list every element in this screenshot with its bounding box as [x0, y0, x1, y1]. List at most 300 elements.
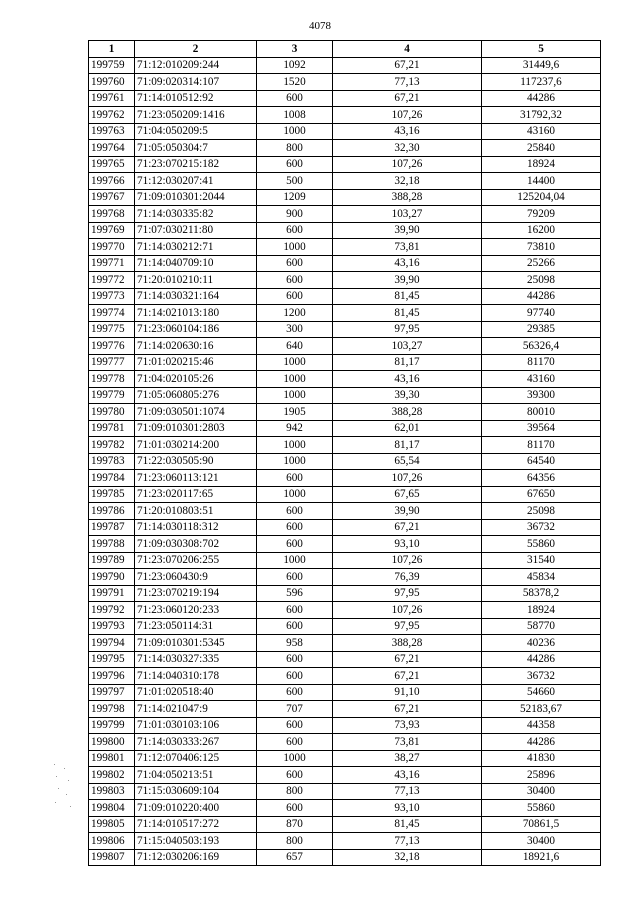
- cell-rate: 43,16: [333, 371, 482, 388]
- cell-id: 199794: [89, 635, 135, 652]
- cell-cadastral-number: 71:14:030321:164: [135, 288, 257, 305]
- cell-area: 1092: [257, 57, 333, 74]
- cell-cadastral-number: 71:09:030501:1074: [135, 404, 257, 421]
- cell-cadastral-number: 71:14:021047:9: [135, 701, 257, 718]
- cell-id: 199776: [89, 338, 135, 355]
- table-row: [89, 74, 601, 91]
- cell-rate: 81,17: [333, 437, 482, 454]
- cell-rate: 103,27: [333, 338, 482, 355]
- cell-rate: 43,16: [333, 767, 482, 784]
- cell-cadastral-number: 71:01:020215:46: [135, 354, 257, 371]
- cell-cadastral-number: 71:09:020314:107: [135, 74, 257, 91]
- table-row: [89, 552, 601, 569]
- cell-cadastral-number: 71:23:070219:194: [135, 585, 257, 602]
- cell-area: 1000: [257, 486, 333, 503]
- cell-area: 1905: [257, 404, 333, 421]
- cell-cadastral-number: 71:09:010220:400: [135, 800, 257, 817]
- cell-id: 199772: [89, 272, 135, 289]
- cell-cadastral-number: 71:12:030206:169: [135, 849, 257, 866]
- cell-id: 199782: [89, 437, 135, 454]
- table-row: [89, 783, 601, 800]
- cell-rate: 93,10: [333, 800, 482, 817]
- cell-id: 199792: [89, 602, 135, 619]
- cell-value: 125204,04: [482, 189, 601, 206]
- cell-id: 199787: [89, 519, 135, 536]
- cell-id: 199767: [89, 189, 135, 206]
- cell-value: 41830: [482, 750, 601, 767]
- cell-area: 600: [257, 800, 333, 817]
- cell-id: 199805: [89, 816, 135, 833]
- cell-cadastral-number: 71:14:030212:71: [135, 239, 257, 256]
- cell-cadastral-number: 71:05:060805:276: [135, 387, 257, 404]
- cell-cadastral-number: 71:23:060104:186: [135, 321, 257, 338]
- cell-rate: 97,95: [333, 585, 482, 602]
- cell-area: 1000: [257, 437, 333, 454]
- cell-id: 199803: [89, 783, 135, 800]
- cell-value: 55860: [482, 536, 601, 553]
- cell-id: 199759: [89, 57, 135, 74]
- cell-value: 31540: [482, 552, 601, 569]
- cell-rate: 39,90: [333, 222, 482, 239]
- cell-id: 199795: [89, 651, 135, 668]
- cell-cadastral-number: 71:09:010301:2803: [135, 420, 257, 437]
- cell-value: 44286: [482, 90, 601, 107]
- cell-value: 79209: [482, 206, 601, 223]
- cell-cadastral-number: 71:14:040709:10: [135, 255, 257, 272]
- cell-area: 640: [257, 338, 333, 355]
- column-header-1: 1: [89, 41, 135, 58]
- cell-cadastral-number: 71:14:010517:272: [135, 816, 257, 833]
- cell-rate: 67,65: [333, 486, 482, 503]
- cell-id: 199801: [89, 750, 135, 767]
- cell-value: 43160: [482, 123, 601, 140]
- table-row: [89, 222, 601, 239]
- cell-area: 600: [257, 717, 333, 734]
- cell-rate: 388,28: [333, 189, 482, 206]
- table-row: [89, 800, 601, 817]
- cell-value: 44358: [482, 717, 601, 734]
- cell-area: 600: [257, 684, 333, 701]
- cell-id: 199791: [89, 585, 135, 602]
- table-row: [89, 57, 601, 74]
- cell-rate: 81,45: [333, 305, 482, 322]
- cell-rate: 73,81: [333, 239, 482, 256]
- cell-rate: 91,10: [333, 684, 482, 701]
- cell-area: 600: [257, 519, 333, 536]
- cell-cadastral-number: 71:23:060430:9: [135, 569, 257, 586]
- cell-id: 199796: [89, 668, 135, 685]
- cell-value: 31792,32: [482, 107, 601, 124]
- cell-value: 81170: [482, 354, 601, 371]
- cell-area: 942: [257, 420, 333, 437]
- cell-cadastral-number: 71:04:050209:5: [135, 123, 257, 140]
- table-row: [89, 173, 601, 190]
- cell-id: 199790: [89, 569, 135, 586]
- cell-id: 199773: [89, 288, 135, 305]
- cell-cadastral-number: 71:05:050304:7: [135, 140, 257, 157]
- table-row: [89, 833, 601, 850]
- cell-value: 14400: [482, 173, 601, 190]
- table-row: [89, 734, 601, 751]
- cell-rate: 77,13: [333, 833, 482, 850]
- cell-value: 18921,6: [482, 849, 601, 866]
- cell-area: 1000: [257, 123, 333, 140]
- cell-area: 600: [257, 602, 333, 619]
- cell-rate: 97,95: [333, 618, 482, 635]
- cell-area: 800: [257, 833, 333, 850]
- cell-value: 30400: [482, 833, 601, 850]
- table-row: [89, 602, 601, 619]
- cell-value: 44286: [482, 288, 601, 305]
- cell-value: 18924: [482, 602, 601, 619]
- cell-area: 1000: [257, 387, 333, 404]
- cell-rate: 388,28: [333, 635, 482, 652]
- cell-cadastral-number: 71:01:030103:106: [135, 717, 257, 734]
- cell-id: 199783: [89, 453, 135, 470]
- cell-rate: 65,54: [333, 453, 482, 470]
- table-row: [89, 123, 601, 140]
- cell-value: 54660: [482, 684, 601, 701]
- cell-area: 870: [257, 816, 333, 833]
- cell-area: 600: [257, 272, 333, 289]
- table-row: [89, 635, 601, 652]
- cell-id: 199786: [89, 503, 135, 520]
- table-row: [89, 354, 601, 371]
- cell-cadastral-number: 71:09:030308:702: [135, 536, 257, 553]
- cell-id: 199802: [89, 767, 135, 784]
- cell-value: 81170: [482, 437, 601, 454]
- cell-id: 199799: [89, 717, 135, 734]
- cell-value: 44286: [482, 734, 601, 751]
- cell-area: 600: [257, 767, 333, 784]
- cell-id: 199789: [89, 552, 135, 569]
- column-header-4: 4: [333, 41, 482, 58]
- cell-cadastral-number: 71:14:030118:312: [135, 519, 257, 536]
- cell-area: 600: [257, 668, 333, 685]
- cell-cadastral-number: 71:12:010209:244: [135, 57, 257, 74]
- cell-rate: 43,16: [333, 255, 482, 272]
- cell-value: 73810: [482, 239, 601, 256]
- cell-id: 199761: [89, 90, 135, 107]
- table-row: [89, 717, 601, 734]
- cell-cadastral-number: 71:20:010210:11: [135, 272, 257, 289]
- cell-id: 199764: [89, 140, 135, 157]
- cell-id: 199785: [89, 486, 135, 503]
- cell-rate: 93,10: [333, 536, 482, 553]
- cell-value: 25896: [482, 767, 601, 784]
- cell-rate: 67,21: [333, 90, 482, 107]
- cell-rate: 77,13: [333, 74, 482, 91]
- cell-rate: 107,26: [333, 107, 482, 124]
- cell-id: 199793: [89, 618, 135, 635]
- cell-rate: 73,81: [333, 734, 482, 751]
- cell-area: 800: [257, 140, 333, 157]
- cell-area: 1209: [257, 189, 333, 206]
- cell-rate: 81,17: [333, 354, 482, 371]
- cell-id: 199779: [89, 387, 135, 404]
- table-row: [89, 420, 601, 437]
- cell-id: 199762: [89, 107, 135, 124]
- cell-cadastral-number: 71:23:050209:1416: [135, 107, 257, 124]
- cell-rate: 97,95: [333, 321, 482, 338]
- cell-value: 44286: [482, 651, 601, 668]
- cell-id: 199798: [89, 701, 135, 718]
- cell-id: 199770: [89, 239, 135, 256]
- cell-area: 600: [257, 734, 333, 751]
- cell-id: 199760: [89, 74, 135, 91]
- table-row: [89, 536, 601, 553]
- cell-rate: 32,18: [333, 173, 482, 190]
- table-row: [89, 404, 601, 421]
- table-row: [89, 371, 601, 388]
- cell-value: 58770: [482, 618, 601, 635]
- cell-id: 199763: [89, 123, 135, 140]
- cell-cadastral-number: 71:14:021013:180: [135, 305, 257, 322]
- table-row: [89, 90, 601, 107]
- cell-area: 600: [257, 503, 333, 520]
- table-row: [89, 206, 601, 223]
- cell-area: 600: [257, 222, 333, 239]
- column-header-5: 5: [482, 41, 601, 58]
- table-row: [89, 239, 601, 256]
- cell-value: 117237,6: [482, 74, 601, 91]
- cell-id: 199781: [89, 420, 135, 437]
- cell-cadastral-number: 71:23:060113:121: [135, 470, 257, 487]
- cell-area: 500: [257, 173, 333, 190]
- cell-id: 199806: [89, 833, 135, 850]
- cell-rate: 77,13: [333, 783, 482, 800]
- cell-value: 45834: [482, 569, 601, 586]
- cell-area: 1200: [257, 305, 333, 322]
- cell-cadastral-number: 71:22:030505:90: [135, 453, 257, 470]
- cell-rate: 107,26: [333, 156, 482, 173]
- cell-cadastral-number: 71:14:030335:82: [135, 206, 257, 223]
- cell-area: 1000: [257, 354, 333, 371]
- cell-cadastral-number: 71:23:070215:182: [135, 156, 257, 173]
- cell-id: 199768: [89, 206, 135, 223]
- data-table: [88, 40, 601, 866]
- cell-id: 199788: [89, 536, 135, 553]
- table-row: [89, 305, 601, 322]
- cell-area: 300: [257, 321, 333, 338]
- cell-cadastral-number: 71:12:070406:125: [135, 750, 257, 767]
- cell-id: 199784: [89, 470, 135, 487]
- table-row: [89, 189, 601, 206]
- cell-rate: 107,26: [333, 552, 482, 569]
- table-row: [89, 453, 601, 470]
- cell-id: 199778: [89, 371, 135, 388]
- cell-area: 600: [257, 569, 333, 586]
- table-row: [89, 651, 601, 668]
- cell-value: 25098: [482, 272, 601, 289]
- cell-area: 1000: [257, 371, 333, 388]
- cell-area: 958: [257, 635, 333, 652]
- cell-value: 30400: [482, 783, 601, 800]
- page-number: 4078: [309, 20, 331, 32]
- cell-value: 39564: [482, 420, 601, 437]
- column-header-2: 2: [135, 41, 257, 58]
- cell-area: 1008: [257, 107, 333, 124]
- table-row: [89, 156, 601, 173]
- table-row: [89, 321, 601, 338]
- cell-area: 596: [257, 585, 333, 602]
- cell-rate: 76,39: [333, 569, 482, 586]
- cell-cadastral-number: 71:14:010512:92: [135, 90, 257, 107]
- table-row: [89, 387, 601, 404]
- cell-cadastral-number: 71:15:040503:193: [135, 833, 257, 850]
- cell-value: 52183,67: [482, 701, 601, 718]
- cell-id: 199780: [89, 404, 135, 421]
- cell-cadastral-number: 71:14:030327:335: [135, 651, 257, 668]
- table-row: [89, 701, 601, 718]
- cell-rate: 39,30: [333, 387, 482, 404]
- cell-cadastral-number: 71:15:030609:104: [135, 783, 257, 800]
- cell-rate: 38,27: [333, 750, 482, 767]
- cell-cadastral-number: 71:01:030214:200: [135, 437, 257, 454]
- table-row: [89, 684, 601, 701]
- margin-speckles: [52, 762, 74, 810]
- cell-value: 40236: [482, 635, 601, 652]
- cell-rate: 81,45: [333, 288, 482, 305]
- cell-value: 25840: [482, 140, 601, 157]
- cell-value: 25266: [482, 255, 601, 272]
- cell-cadastral-number: 71:01:020518:40: [135, 684, 257, 701]
- cell-value: 55860: [482, 800, 601, 817]
- column-header-3: 3: [257, 41, 333, 58]
- table-row: [89, 585, 601, 602]
- cell-area: 657: [257, 849, 333, 866]
- cell-value: 29385: [482, 321, 601, 338]
- cell-area: 600: [257, 156, 333, 173]
- cell-area: 1000: [257, 453, 333, 470]
- cell-rate: 39,90: [333, 272, 482, 289]
- cell-rate: 32,18: [333, 849, 482, 866]
- cell-value: 64540: [482, 453, 601, 470]
- table-header-row: [89, 41, 601, 58]
- cell-area: 600: [257, 536, 333, 553]
- table-row: [89, 816, 601, 833]
- cell-value: 39300: [482, 387, 601, 404]
- table-row: [89, 767, 601, 784]
- cell-cadastral-number: 71:09:010301:5345: [135, 635, 257, 652]
- table-row: [89, 140, 601, 157]
- cell-area: 600: [257, 470, 333, 487]
- cell-cadastral-number: 71:23:060120:233: [135, 602, 257, 619]
- table-row: [89, 338, 601, 355]
- cell-value: 18924: [482, 156, 601, 173]
- cell-area: 800: [257, 783, 333, 800]
- cell-area: 600: [257, 288, 333, 305]
- cell-rate: 81,45: [333, 816, 482, 833]
- cell-value: 64356: [482, 470, 601, 487]
- table-row: [89, 255, 601, 272]
- cell-id: 199766: [89, 173, 135, 190]
- cell-value: 43160: [482, 371, 601, 388]
- cell-rate: 67,21: [333, 519, 482, 536]
- table-row: [89, 486, 601, 503]
- table-row: [89, 569, 601, 586]
- cell-cadastral-number: 71:14:030333:267: [135, 734, 257, 751]
- cell-id: 199765: [89, 156, 135, 173]
- cell-cadastral-number: 71:23:020117:65: [135, 486, 257, 503]
- cell-rate: 67,21: [333, 651, 482, 668]
- cell-value: 58378,2: [482, 585, 601, 602]
- cell-rate: 67,21: [333, 57, 482, 74]
- cell-id: 199774: [89, 305, 135, 322]
- cell-area: 900: [257, 206, 333, 223]
- table-row: [89, 668, 601, 685]
- cell-area: 707: [257, 701, 333, 718]
- cell-value: 25098: [482, 503, 601, 520]
- cell-cadastral-number: 71:23:050114:31: [135, 618, 257, 635]
- cell-id: 199777: [89, 354, 135, 371]
- cell-id: 199797: [89, 684, 135, 701]
- cell-cadastral-number: 71:12:030207:41: [135, 173, 257, 190]
- cell-area: 1520: [257, 74, 333, 91]
- cell-cadastral-number: 71:09:010301:2044: [135, 189, 257, 206]
- table-row: [89, 849, 601, 866]
- table-row: [89, 288, 601, 305]
- cell-rate: 103,27: [333, 206, 482, 223]
- cell-value: 97740: [482, 305, 601, 322]
- cell-rate: 32,30: [333, 140, 482, 157]
- table-row: [89, 437, 601, 454]
- cell-cadastral-number: 71:14:020630:16: [135, 338, 257, 355]
- cell-area: 600: [257, 651, 333, 668]
- cell-rate: 107,26: [333, 470, 482, 487]
- cell-value: 31449,6: [482, 57, 601, 74]
- cell-cadastral-number: 71:04:020105:26: [135, 371, 257, 388]
- cell-value: 80010: [482, 404, 601, 421]
- table-row: [89, 750, 601, 767]
- cell-id: 199804: [89, 800, 135, 817]
- cell-rate: 62,01: [333, 420, 482, 437]
- table-row: [89, 470, 601, 487]
- table-row: [89, 503, 601, 520]
- cell-area: 600: [257, 90, 333, 107]
- cell-rate: 39,90: [333, 503, 482, 520]
- cell-area: 1000: [257, 750, 333, 767]
- cell-rate: 73,93: [333, 717, 482, 734]
- cell-rate: 67,21: [333, 701, 482, 718]
- cell-cadastral-number: 71:23:070206:255: [135, 552, 257, 569]
- cell-area: 1000: [257, 239, 333, 256]
- cell-cadastral-number: 71:07:030211:80: [135, 222, 257, 239]
- cell-id: 199800: [89, 734, 135, 751]
- cell-rate: 67,21: [333, 668, 482, 685]
- cell-rate: 43,16: [333, 123, 482, 140]
- cell-value: 36732: [482, 519, 601, 536]
- cell-area: 1000: [257, 552, 333, 569]
- cell-value: 70861,5: [482, 816, 601, 833]
- table-row: [89, 272, 601, 289]
- cell-id: 199775: [89, 321, 135, 338]
- cell-cadastral-number: 71:04:050213:51: [135, 767, 257, 784]
- cell-value: 67650: [482, 486, 601, 503]
- cell-id: 199771: [89, 255, 135, 272]
- table-row: [89, 618, 601, 635]
- cell-area: 600: [257, 255, 333, 272]
- cell-rate: 107,26: [333, 602, 482, 619]
- cell-value: 36732: [482, 668, 601, 685]
- table-row: [89, 107, 601, 124]
- table-row: [89, 519, 601, 536]
- cell-rate: 388,28: [333, 404, 482, 421]
- cell-area: 600: [257, 618, 333, 635]
- cell-id: 199769: [89, 222, 135, 239]
- cell-id: 199807: [89, 849, 135, 866]
- cell-value: 56326,4: [482, 338, 601, 355]
